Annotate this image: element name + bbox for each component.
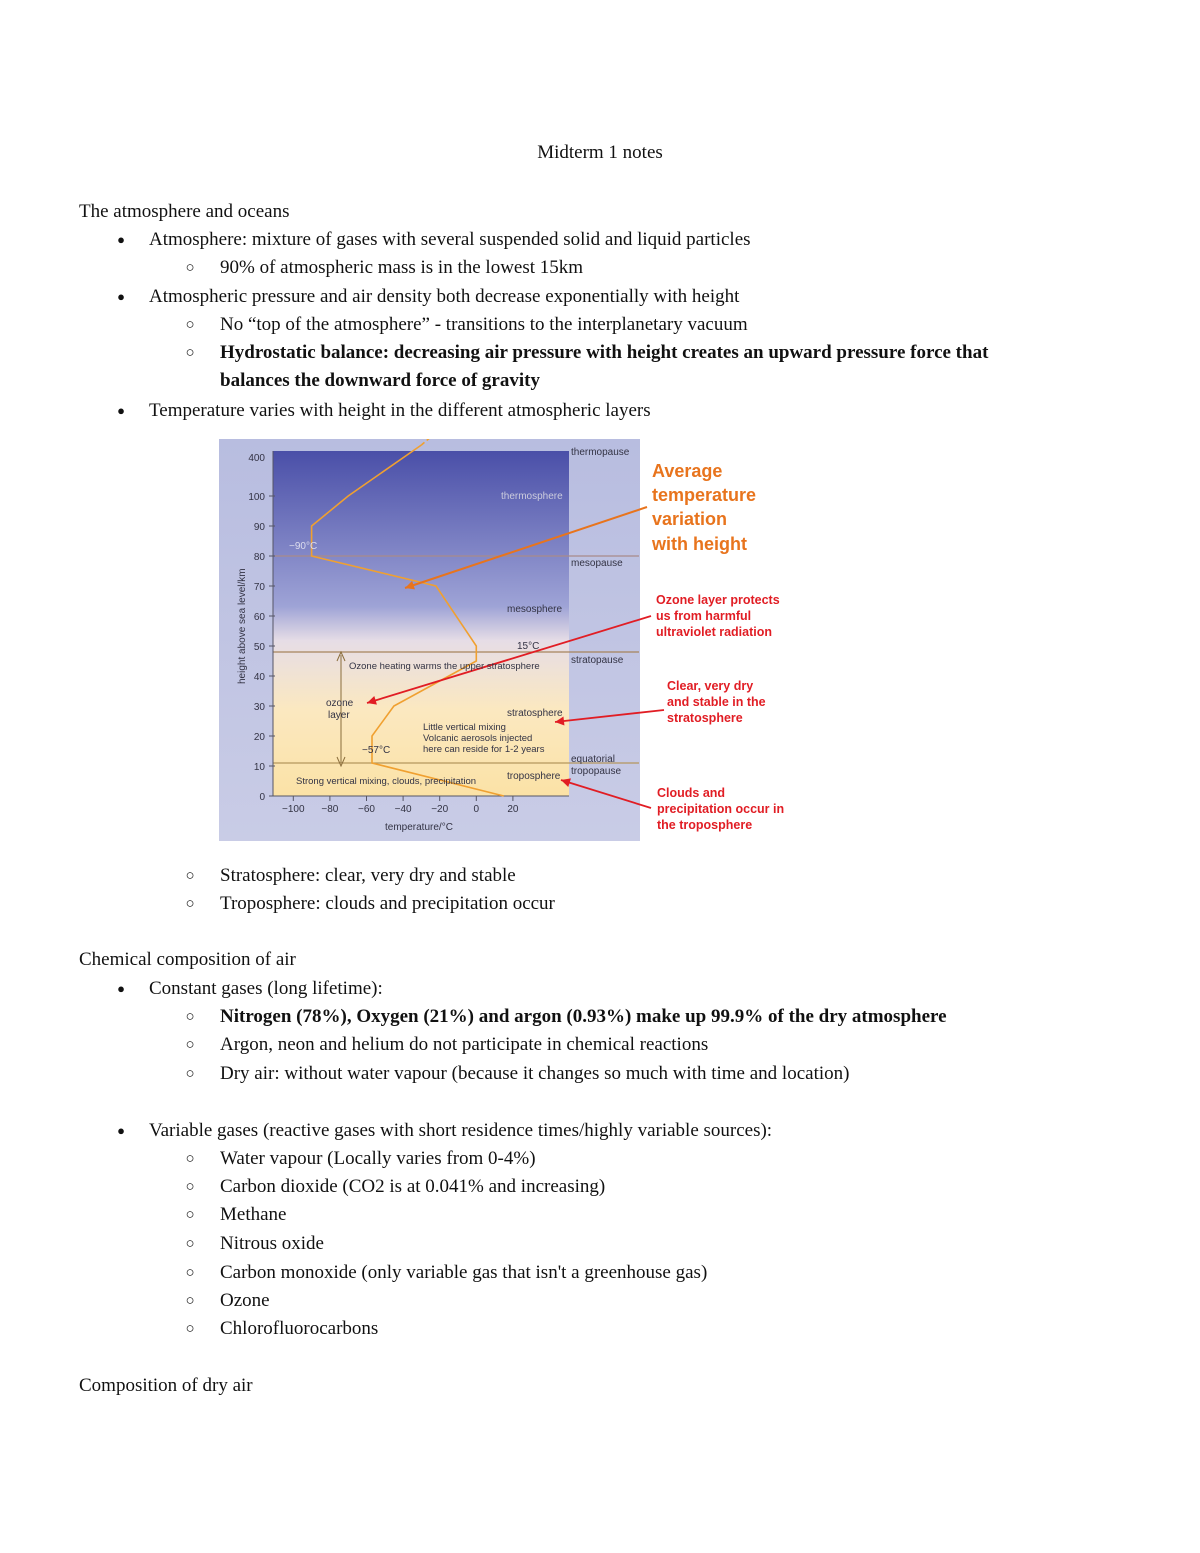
list-item: 90% of atmospheric mass is in the lowest 15km: [220, 257, 584, 278]
y-tick-label: 70: [253, 582, 265, 593]
x-tick-label: −40: [394, 804, 412, 815]
hollow-bullet-icon: ○: [185, 260, 195, 276]
y-tick-label: 80: [253, 552, 265, 563]
mesopause-label: mesopause: [571, 558, 623, 569]
list-item: Dry air: without water vapour (because it changes so much with time and location): [220, 1063, 850, 1084]
hollow-bullet-icon: ○: [185, 896, 195, 912]
clouds-precip-annotation: precipitation occur in: [657, 802, 785, 816]
x-tick-label: −20: [431, 804, 449, 815]
ozone-protects-annotation: ultraviolet radiation: [656, 625, 772, 639]
hollow-bullet-icon: ○: [185, 1236, 195, 1252]
list-item: Hydrostatic balance: decreasing air pressure with height creates an upward pressure force that: [220, 342, 989, 363]
thermopause-label: thermopause: [571, 447, 630, 458]
bullet-icon: ●: [117, 1123, 125, 1138]
little-mixing-label: Little vertical mixing: [423, 722, 506, 733]
tropopause-label: tropopause: [571, 766, 622, 777]
ozone-protects-annotation: Ozone layer protects: [656, 593, 780, 607]
ozone-layer-label: ozone: [326, 698, 354, 709]
y-tick-label: 10: [253, 762, 265, 773]
y-tick-label: 90: [253, 522, 265, 533]
y-tick-label: 40: [253, 672, 265, 683]
list-item: Stratosphere: clear, very dry and stable: [220, 865, 516, 886]
y-tick-label: 20: [253, 732, 265, 743]
bullet-icon: ●: [117, 403, 125, 418]
stratopause-label: stratopause: [571, 655, 624, 666]
hollow-bullet-icon: ○: [185, 317, 195, 333]
hollow-bullet-icon: ○: [185, 868, 195, 884]
list-item: Nitrogen (78%), Oxygen (21%) and argon (0.93%) make up 99.9% of the dry atmosphere: [220, 1006, 947, 1027]
hollow-bullet-icon: ○: [185, 1009, 195, 1025]
section-heading: Chemical composition of air: [79, 949, 296, 970]
list-item: Water vapour (Locally varies from 0-4%): [220, 1148, 536, 1169]
list-item: Troposphere: clouds and precipitation occur: [220, 893, 555, 914]
average-temp-annotation: temperature: [652, 485, 757, 505]
tropopause-temp-label: −57°C: [362, 745, 391, 756]
troposphere-label: troposphere: [507, 771, 561, 782]
clear-dry-annotation: stratosphere: [667, 711, 743, 725]
y-tick-label: 400: [248, 453, 265, 464]
equatorial-label: equatorial: [571, 754, 615, 765]
list-item: Chlorofluorocarbons: [220, 1318, 379, 1339]
section-heading: The atmosphere and oceans: [79, 201, 290, 222]
clouds-precip-annotation: Clouds and: [657, 786, 726, 800]
list-item: Variable gases (reactive gases with short residence times/highly variable sources):: [149, 1120, 773, 1141]
thermosphere-label: thermosphere: [501, 491, 563, 502]
clear-dry-annotation: Clear, very dry: [667, 679, 754, 693]
strong-mixing-label: Strong vertical mixing, clouds, precipitation: [296, 776, 477, 787]
hollow-bullet-icon: ○: [185, 1265, 195, 1281]
mesosphere-label: mesosphere: [507, 604, 563, 615]
y-tick-label: 50: [253, 642, 265, 653]
x-tick-label: −60: [358, 804, 375, 815]
list-item: Carbon dioxide (CO2 is at 0.041% and increasing): [220, 1176, 606, 1197]
atmosphere-temperature-figure: [219, 439, 800, 841]
x-tick-label: 20: [507, 804, 519, 815]
hollow-bullet-icon: ○: [185, 1207, 195, 1223]
y-tick-label: 0: [259, 792, 265, 803]
stratosphere-label: stratosphere: [507, 708, 563, 719]
list-item: No “top of the atmosphere” - transitions to the interplanetary vacuum: [220, 314, 748, 335]
x-axis-title: temperature/°C: [385, 822, 453, 833]
hollow-bullet-icon: ○: [185, 1179, 195, 1195]
little-mixing-label: Volcanic aerosols injected: [423, 733, 533, 744]
list-item: Argon, neon and helium do not participate in chemical reactions: [220, 1034, 709, 1055]
hollow-bullet-icon: ○: [185, 345, 195, 361]
document-title: Midterm 1 notes: [537, 142, 663, 163]
y-tick-label: 60: [253, 612, 265, 623]
y-tick-label: 100: [248, 492, 265, 503]
average-temp-annotation: with height: [652, 534, 747, 554]
list-item: Atmospheric pressure and air density both decrease exponentially with height: [149, 286, 740, 307]
ozone-heating-label: Ozone heating warms the upper stratosphere: [349, 661, 540, 672]
temperature-profile-chart: [219, 439, 800, 841]
list-item: Atmosphere: mixture of gases with several suspended solid and liquid particles: [149, 229, 751, 250]
bullet-icon: ●: [117, 289, 125, 304]
list-item: Ozone: [220, 1290, 270, 1311]
stratopause-temp-label: 15°C: [517, 641, 540, 652]
hollow-bullet-icon: ○: [185, 1066, 195, 1082]
list-item: Temperature varies with height in the different atmospheric layers: [149, 400, 651, 421]
list-item: Methane: [220, 1204, 287, 1225]
y-axis-title: height above sea level/km: [237, 568, 248, 684]
hollow-bullet-icon: ○: [185, 1321, 195, 1337]
little-mixing-label: here can reside for 1-2 years: [423, 744, 545, 755]
average-temp-annotation: variation: [652, 509, 728, 529]
hollow-bullet-icon: ○: [185, 1037, 195, 1053]
clouds-precip-annotation: the troposphere: [657, 818, 753, 832]
clear-dry-annotation: and stable in the: [667, 695, 766, 709]
y-tick-label: 30: [253, 702, 265, 713]
list-item-continuation: balances the downward force of gravity: [220, 370, 540, 391]
mesopause-temp-label: −90°C: [289, 541, 318, 552]
bullet-icon: ●: [117, 981, 125, 996]
x-tick-label: −80: [321, 804, 339, 815]
hollow-bullet-icon: ○: [185, 1151, 195, 1167]
hollow-bullet-icon: ○: [185, 1293, 195, 1309]
list-item: Constant gases (long lifetime):: [149, 978, 383, 999]
x-tick-label: −100: [282, 804, 305, 815]
list-item: Carbon monoxide (only variable gas that isn't a greenhouse gas): [220, 1262, 708, 1283]
list-item: Nitrous oxide: [220, 1233, 324, 1254]
bullet-icon: ●: [117, 232, 125, 247]
average-temp-annotation: Average: [652, 461, 723, 481]
x-tick-label: 0: [473, 804, 480, 815]
ozone-protects-annotation: us from harmful: [656, 609, 752, 623]
section-heading: Composition of dry air: [79, 1375, 253, 1396]
ozone-layer-label: layer: [328, 710, 350, 721]
